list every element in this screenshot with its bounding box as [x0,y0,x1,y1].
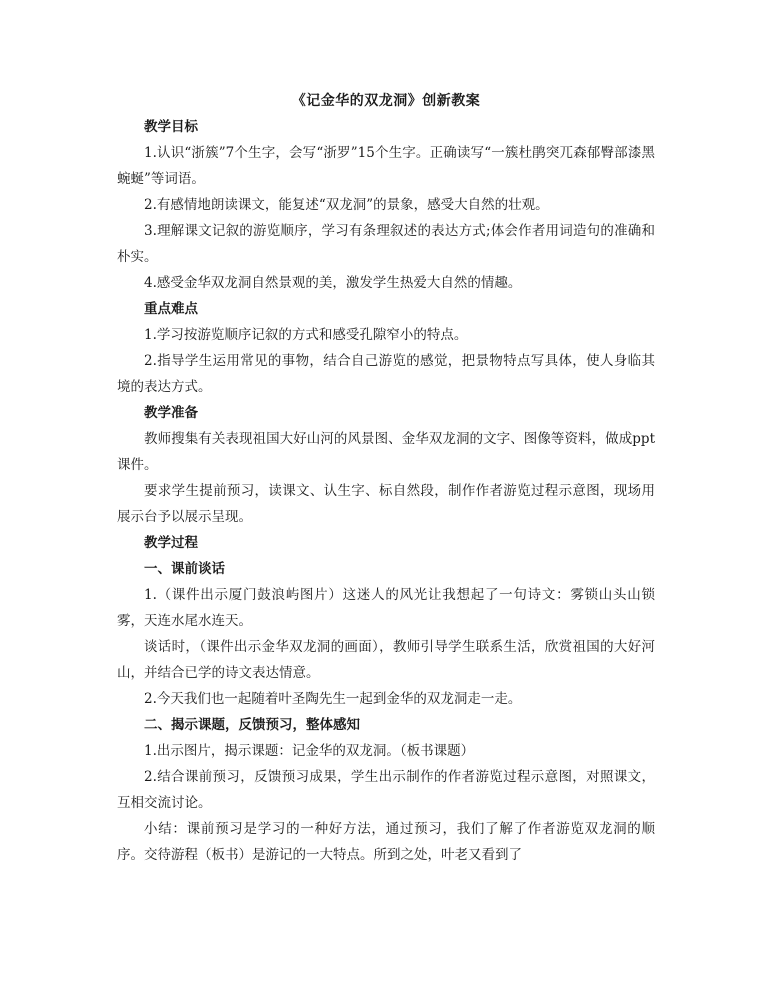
preparation-students: 要求学生提前预习，读课文、认生字、标自然段，制作作者游览过程示意图，现场用展示台予以展示呈现。 [117,483,655,525]
subsection-heading-reveal-topic: 二、揭示课题，反馈预习，整体感知 [144,717,360,733]
preparation-teacher: 教师搜集有关表现祖国大好山河的风景图、金华双龙洞的文字、图像等资料，做成ppt课件。 [117,431,655,473]
goal-3: 3.理解课文记叙的游览顺序，学习有条理叙述的表达方式;体会作者用词造句的准确和朴实。 [117,223,655,265]
section-heading-goals: 教学目标 [144,119,198,135]
section-heading-preparation: 教学准备 [144,405,198,421]
talk-step-2: 2.今天我们也一起随着叶圣陶先生一起到金华的双龙洞走一走。 [144,691,522,707]
key-point-2: 2.指导学生运用常见的事物，结合自己游览的感觉，把景物特点写具体，使人身临其境的表达方式。 [117,353,655,395]
key-point-1: 1.学习按游览顺序记叙的方式和感受孔隙窄小的特点。 [144,327,468,343]
subsection-heading-pre-class-talk: 一、课前谈话 [144,561,225,577]
document-title: 《记金华的双龙洞》创新教案 [291,93,481,109]
document-body [117,88,655,868]
section-heading-key-points: 重点难点 [144,301,198,317]
reveal-summary: 小结：课前预习是学习的一种好方法，通过预习，我们了解了作者游览双龙洞的顺序。交待游程（板书）是游记的一大特点。所到之处，叶老又看到了 [117,821,655,863]
goal-2: 2.有感情地朗读课文，能复述“双龙洞”的景象，感受大自然的壮观。 [144,197,549,213]
reveal-step-1: 1.出示图片，揭示课题：记金华的双龙洞。（板书课题） [144,743,475,759]
talk-step-1: 1.（课件出示厦门鼓浪屿图片）这迷人的风光让我想起了一句诗文：雾锁山头山锁雾，天连水尾水连天。 [117,587,655,629]
section-heading-process: 教学过程 [144,535,198,551]
reveal-step-2: 2.结合课前预习，反馈预习成果，学生出示制作的作者游览过程示意图，对照课文，互相交流讨论。 [117,769,655,811]
talk-step-1-discussion: 谈话时，（课件出示金华双龙洞的画面），教师引导学生联系生活，欣赏祖国的大好河山，并结合已学的诗文表达情意。 [117,639,655,681]
goal-1: 1.认识“浙簇”7个生字，会写“浙罗”15个生字。正确读写“一簇杜鹃突兀森郁臀部漆黑蜿蜒”等词语。 [117,145,655,187]
goal-4: 4.感受金华双龙洞自然景观的美，激发学生热爱大自然的情趣。 [144,275,522,291]
